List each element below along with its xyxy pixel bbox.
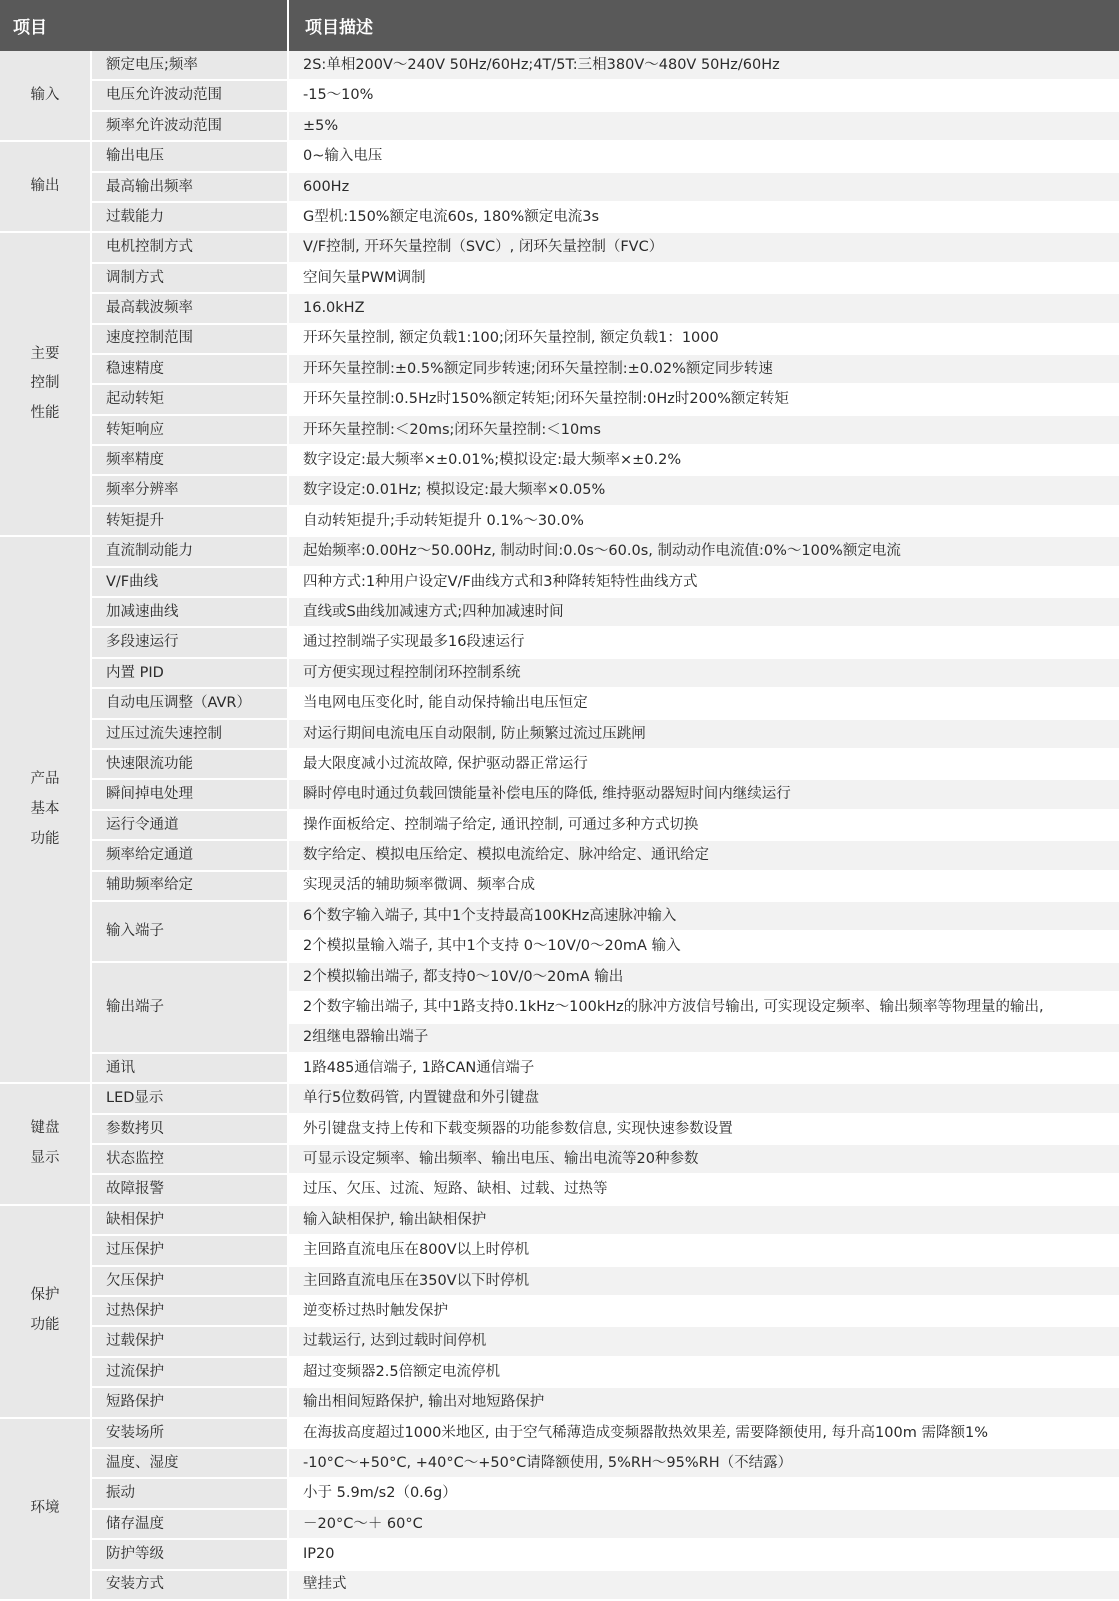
description-cell: 当电网电压变化时, 能自动保持输出电压恒定 — [288, 688, 1119, 718]
description-cell: 单行5位数码管, 内置键盘和外引键盘 — [288, 1083, 1119, 1113]
table-row — [0, 445, 1119, 475]
description-cell: 输出相间短路保护, 输出对地短路保护 — [288, 1387, 1119, 1417]
table-row — [0, 871, 1119, 901]
item-cell: 输出端子 — [91, 962, 288, 1053]
table-row — [0, 1235, 1119, 1265]
item-cell: 多段速运行 — [91, 627, 288, 657]
table-row — [0, 172, 1119, 202]
item-cell: 最高载波频率 — [91, 293, 288, 323]
category-cell — [0, 1205, 91, 1418]
table-row — [0, 658, 1119, 688]
description-cell: 最大限度减小过流故障, 保护驱动器正常运行 — [288, 749, 1119, 779]
description-cell: 操作面板给定、控制端子给定, 通讯控制, 可通过多种方式切换 — [288, 810, 1119, 840]
description-cell: 600Hz — [288, 172, 1119, 202]
category-label: 控制 — [30, 375, 60, 392]
table-row — [0, 1296, 1119, 1326]
description-cell: 开环矢量控制:±0.5%额定同步转速;闭环矢量控制:±0.02%额定同步转速 — [288, 354, 1119, 384]
table-row — [0, 627, 1119, 657]
description-cell: 2S:单相200V～240V 50Hz/60Hz;4T/5T:三相380V～480V 50Hz/60Hz — [288, 51, 1119, 80]
table-row — [0, 1144, 1119, 1174]
item-cell: 直流制动能力 — [91, 536, 288, 566]
item-cell: 储存温度 — [91, 1509, 288, 1539]
description-cell: 逆变桥过热时触发保护 — [288, 1296, 1119, 1326]
table-row — [0, 567, 1119, 597]
table-row — [0, 1539, 1119, 1569]
item-cell: 转矩提升 — [91, 506, 288, 536]
table-row — [0, 475, 1119, 505]
item-cell: 过流保护 — [91, 1357, 288, 1387]
table-row — [0, 111, 1119, 141]
item-cell: 频率分辨率 — [91, 475, 288, 505]
table-row — [0, 1053, 1119, 1083]
category-label: 主要 — [30, 345, 60, 362]
item-cell: 频率允许波动范围 — [91, 111, 288, 141]
category-cell — [0, 232, 91, 536]
description-cell: 2个模拟量输入端子, 其中1个支持 0～10V/0～20mA 输入 — [288, 931, 1119, 961]
table-row — [0, 324, 1119, 354]
category-label: 功能 — [30, 830, 60, 847]
description-cell: 小于 5.9m/s2（0.6g） — [288, 1478, 1119, 1508]
item-cell: 故障报警 — [91, 1174, 288, 1204]
table-row — [0, 901, 1119, 931]
item-cell: 运行令通道 — [91, 810, 288, 840]
table-body — [0, 51, 1119, 1600]
item-cell: 参数拷贝 — [91, 1114, 288, 1144]
category-label: 产品 — [30, 771, 60, 788]
item-cell: 欠压保护 — [91, 1266, 288, 1296]
item-cell: 调制方式 — [91, 263, 288, 293]
item-cell: 防护等级 — [91, 1539, 288, 1569]
item-cell: 输入端子 — [91, 901, 288, 962]
table-row — [0, 688, 1119, 718]
table-row — [0, 1326, 1119, 1356]
description-cell: 可显示设定频率、输出频率、输出电压、输出电流等20种参数 — [288, 1144, 1119, 1174]
description-cell: 超过变频器2.5倍额定电流停机 — [288, 1357, 1119, 1387]
table-row — [0, 263, 1119, 293]
item-cell: 起动转矩 — [91, 384, 288, 414]
description-cell: 开环矢量控制:0.5Hz时150%额定转矩;闭环矢量控制:0Hz时200%额定转矩 — [288, 384, 1119, 414]
table-row — [0, 384, 1119, 414]
description-cell: 过压、欠压、过流、短路、缺相、过载、过热等 — [288, 1174, 1119, 1204]
item-cell: 过压保护 — [91, 1235, 288, 1265]
item-cell: 稳速精度 — [91, 354, 288, 384]
category-cell — [0, 1083, 91, 1205]
description-cell: 2组继电器输出端子 — [288, 1023, 1119, 1053]
description-cell: 主回路直流电压在350V以下时停机 — [288, 1266, 1119, 1296]
description-cell: 起始频率:0.00Hz～50.00Hz, 制动时间:0.0s～60.0s, 制动动作电流值:0%～100%额定电流 — [288, 536, 1119, 566]
item-cell: 过压过流失速控制 — [91, 719, 288, 749]
description-cell: 在海拔高度超过1000米地区, 由于空气稀薄造成变频器散热效果差, 需要降额使用, 每升高100m 需降额1% — [288, 1418, 1119, 1448]
category-cell — [0, 141, 91, 232]
category-label: 环境 — [30, 1499, 60, 1516]
description-cell: 0~输入电压 — [288, 141, 1119, 171]
item-cell: 振动 — [91, 1478, 288, 1508]
item-cell: 安装方式 — [91, 1570, 288, 1600]
table-row — [0, 1266, 1119, 1296]
description-cell: 过载运行, 达到过载时间停机 — [288, 1326, 1119, 1356]
description-cell: -10°C～+50°C, +40°C～+50°C请降额使用, 5%RH～95%RH（不结露） — [288, 1448, 1119, 1478]
table-row — [0, 232, 1119, 262]
description-cell: IP20 — [288, 1539, 1119, 1569]
description-cell: 四种方式:1种用户设定V/F曲线方式和3种降转矩特性曲线方式 — [288, 567, 1119, 597]
item-cell: 通讯 — [91, 1053, 288, 1083]
description-cell: 6个数字输入端子, 其中1个支持最高100KHz高速脉冲输入 — [288, 901, 1119, 931]
description-cell: ±5% — [288, 111, 1119, 141]
description-cell: 主回路直流电压在800V以上时停机 — [288, 1235, 1119, 1265]
item-cell: 输出电压 — [91, 141, 288, 171]
table-row — [0, 293, 1119, 323]
table-row — [0, 1387, 1119, 1417]
table-row — [0, 810, 1119, 840]
description-cell: 对运行期间电流电压自动限制, 防止频繁过流过压跳闸 — [288, 719, 1119, 749]
item-cell: 电压允许波动范围 — [91, 80, 288, 110]
item-cell: 安装场所 — [91, 1418, 288, 1448]
table-row — [0, 506, 1119, 536]
category-label: 性能 — [30, 405, 60, 422]
table-row — [0, 1509, 1119, 1539]
item-cell: 瞬间掉电处理 — [91, 779, 288, 809]
description-cell: 实现灵活的辅助频率微调、频率合成 — [288, 871, 1119, 901]
description-cell: 瞬时停电时通过负载回馈能量补偿电压的降低, 维持驱动器短时间内继续运行 — [288, 779, 1119, 809]
description-cell: V/F控制, 开环矢量控制（SVC）, 闭环矢量控制（FVC） — [288, 232, 1119, 262]
item-cell: 快速限流功能 — [91, 749, 288, 779]
table-row — [0, 1114, 1119, 1144]
item-cell: 状态监控 — [91, 1144, 288, 1174]
item-cell: 辅助频率给定 — [91, 871, 288, 901]
description-cell: 数字给定、模拟电压给定、模拟电流给定、脉冲给定、通讯给定 — [288, 840, 1119, 870]
item-cell: 缺相保护 — [91, 1205, 288, 1235]
description-cell: 通过控制端子实现最多16段速运行 — [288, 627, 1119, 657]
category-cell — [0, 51, 91, 141]
item-cell: 速度控制范围 — [91, 324, 288, 354]
table-row — [0, 536, 1119, 566]
header-description: 项目描述 — [288, 0, 1119, 51]
table-row — [0, 415, 1119, 445]
table-row — [0, 1083, 1119, 1113]
table-row — [0, 51, 1119, 80]
table-header — [0, 0, 1119, 51]
description-cell: 数字设定:最大频率×±0.01%;模拟设定:最大频率×±0.2% — [288, 445, 1119, 475]
category-label: 功能 — [30, 1317, 60, 1334]
table-row — [0, 1570, 1119, 1600]
description-cell: 1路485通信端子, 1路CAN通信端子 — [288, 1053, 1119, 1083]
category-label: 键盘 — [30, 1120, 60, 1137]
description-cell: 壁挂式 — [288, 1570, 1119, 1600]
table-row — [0, 597, 1119, 627]
category-label: 显示 — [30, 1150, 60, 1167]
table-row — [0, 141, 1119, 171]
item-cell: 转矩响应 — [91, 415, 288, 445]
item-cell: 内置 PID — [91, 658, 288, 688]
item-cell: 频率精度 — [91, 445, 288, 475]
table-row — [0, 80, 1119, 110]
category-cell — [0, 536, 91, 1083]
item-cell: 过载能力 — [91, 202, 288, 232]
description-cell: 自动转矩提升;手动转矩提升 0.1%～30.0% — [288, 506, 1119, 536]
description-cell: 开环矢量控制, 额定负载1:100;闭环矢量控制, 额定负载1：1000 — [288, 324, 1119, 354]
item-cell: 温度、湿度 — [91, 1448, 288, 1478]
table-row — [0, 1205, 1119, 1235]
table-row — [0, 1418, 1119, 1448]
category-label: 保护 — [30, 1287, 60, 1304]
item-cell: 频率给定通道 — [91, 840, 288, 870]
table-row — [0, 1478, 1119, 1508]
table-row — [0, 1357, 1119, 1387]
description-cell: 2个数字输出端子, 其中1路支持0.1kHz～100kHz的脉冲方波信号输出, 可实现设定频率、输出频率等物理量的输出, — [288, 992, 1119, 1022]
item-cell: 过载保护 — [91, 1326, 288, 1356]
description-cell: 可方便实现过程控制闭环控制系统 — [288, 658, 1119, 688]
item-cell: 电机控制方式 — [91, 232, 288, 262]
description-cell: 直线或S曲线加减速方式;四种加减速时间 — [288, 597, 1119, 627]
table-row — [0, 962, 1119, 992]
description-cell: 空间矢量PWM调制 — [288, 263, 1119, 293]
category-label: 基本 — [30, 800, 60, 817]
description-cell: -15～10% — [288, 80, 1119, 110]
item-cell: 短路保护 — [91, 1387, 288, 1417]
item-cell: 自动电压调整（AVR） — [91, 688, 288, 718]
description-cell: 数字设定:0.01Hz; 模拟设定:最大频率×0.05% — [288, 475, 1119, 505]
description-cell: 输入缺相保护, 输出缺相保护 — [288, 1205, 1119, 1235]
description-cell: 2个模拟输出端子, 都支持0～10V/0～20mA 输出 — [288, 962, 1119, 992]
description-cell: G型机:150%额定电流60s, 180%额定电流3s — [288, 202, 1119, 232]
table-row — [0, 779, 1119, 809]
table-row — [0, 1448, 1119, 1478]
header-item: 项目 — [0, 0, 288, 51]
category-label: 输入 — [30, 86, 60, 103]
table-row — [0, 719, 1119, 749]
item-cell: LED显示 — [91, 1083, 288, 1113]
item-cell: 额定电压;频率 — [91, 51, 288, 80]
table-row — [0, 749, 1119, 779]
item-cell: 过热保护 — [91, 1296, 288, 1326]
item-cell: V/F曲线 — [91, 567, 288, 597]
description-cell: 外引键盘支持上传和下载变频器的功能参数信息, 实现快速参数设置 — [288, 1114, 1119, 1144]
table-row — [0, 840, 1119, 870]
table-row — [0, 1174, 1119, 1204]
description-cell: 开环矢量控制:＜20ms;闭环矢量控制:＜10ms — [288, 415, 1119, 445]
category-cell — [0, 1418, 91, 1600]
item-cell: 最高输出频率 — [91, 172, 288, 202]
category-label: 输出 — [30, 177, 60, 194]
description-cell: －20°C～＋ 60°C — [288, 1509, 1119, 1539]
item-cell: 加减速曲线 — [91, 597, 288, 627]
table-row — [0, 354, 1119, 384]
table-row — [0, 202, 1119, 232]
description-cell: 16.0kHZ — [288, 293, 1119, 323]
